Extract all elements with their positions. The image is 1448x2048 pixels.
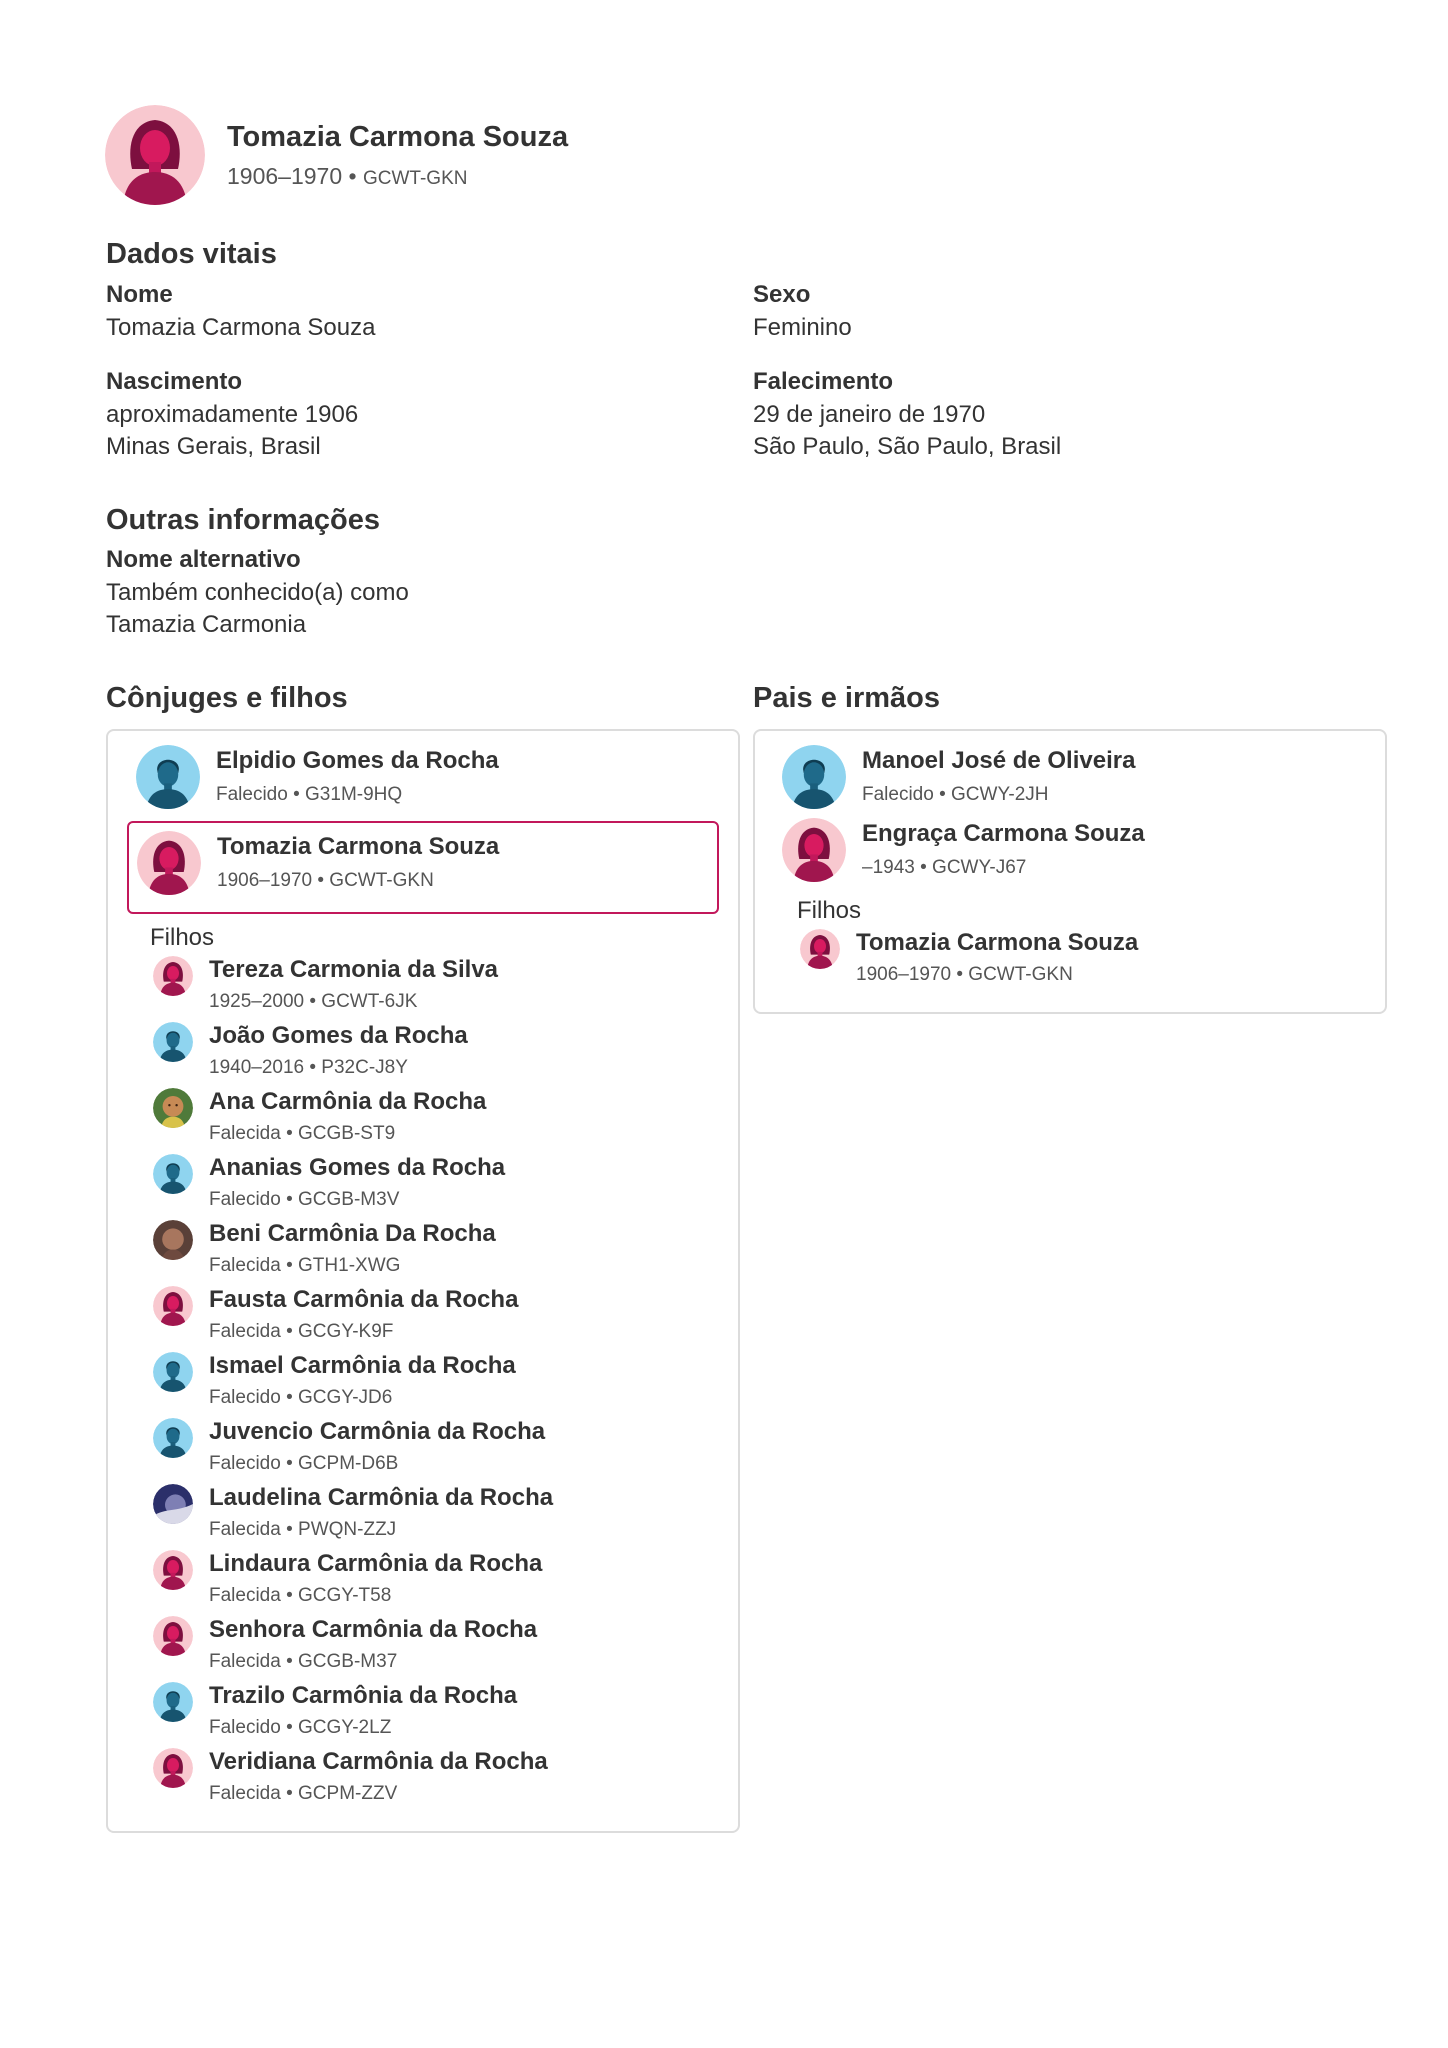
person-id: GCWT-GKN bbox=[362, 167, 468, 189]
photo-avatar-icon bbox=[153, 1088, 193, 1128]
male-avatar-icon bbox=[153, 1682, 193, 1722]
alt-name-line1: Também conhecido(a) como bbox=[106, 578, 409, 606]
header-meta bbox=[227, 163, 568, 191]
sex-field bbox=[753, 281, 852, 344]
child-meta: Falecida • PWQN-ZZJ bbox=[209, 1519, 397, 1540]
child-name[interactable]: Ana Carmônia da Rocha bbox=[209, 1088, 487, 1115]
child-entry[interactable] bbox=[153, 1086, 486, 1148]
name-field bbox=[106, 281, 375, 344]
birth-place: Minas Gerais, Brasil bbox=[106, 432, 321, 460]
mother-name[interactable]: Engraça Carmona Souza bbox=[862, 820, 1145, 847]
alt-name-label: Nome alternativo bbox=[106, 546, 301, 573]
child-meta: Falecido • GCGY-2LZ bbox=[209, 1717, 392, 1738]
female-avatar-icon bbox=[153, 1550, 193, 1590]
child-entry[interactable] bbox=[153, 1416, 545, 1478]
child-entry[interactable] bbox=[153, 1614, 537, 1676]
spouse-meta: Falecido • G31M-9HQ bbox=[216, 784, 403, 805]
death-date: 29 de janeiro de 1970 bbox=[753, 400, 986, 428]
death-label: Falecimento bbox=[753, 368, 894, 395]
children-label: Filhos bbox=[150, 924, 215, 951]
focus-person-name[interactable]: Tomazia Carmona Souza bbox=[217, 833, 500, 860]
person-header bbox=[105, 105, 568, 205]
alt-name-field bbox=[106, 546, 409, 641]
female-avatar-icon bbox=[782, 818, 846, 882]
birth-field bbox=[106, 368, 358, 463]
mother-entry[interactable] bbox=[782, 818, 1145, 882]
child-name[interactable]: Lindaura Carmônia da Rocha bbox=[209, 1550, 543, 1577]
female-avatar-icon bbox=[137, 831, 201, 895]
male-avatar-icon bbox=[782, 745, 846, 809]
separator: • bbox=[348, 162, 357, 189]
child-meta: Falecido • GCGB-M3V bbox=[209, 1189, 400, 1210]
photo-avatar-icon bbox=[153, 1484, 193, 1524]
child-meta: Falecida • GCGB-M37 bbox=[209, 1651, 398, 1672]
child-meta: Falecido • GCGY-JD6 bbox=[209, 1387, 393, 1408]
death-place: São Paulo, São Paulo, Brasil bbox=[753, 432, 1062, 460]
child-name[interactable]: João Gomes da Rocha bbox=[209, 1022, 468, 1049]
child-entry[interactable] bbox=[153, 1020, 468, 1082]
male-avatar-icon bbox=[153, 1154, 193, 1194]
other-info-title: Outras informações bbox=[106, 504, 380, 536]
female-avatar-icon bbox=[153, 956, 193, 996]
child-entry[interactable] bbox=[153, 1218, 496, 1280]
alt-name-line2: Tamazia Carmonia bbox=[106, 610, 307, 638]
child-meta: Falecida • GCGY-T58 bbox=[209, 1585, 392, 1606]
lifespan: 1906–1970 bbox=[227, 162, 343, 189]
male-avatar-icon bbox=[153, 1418, 193, 1458]
child-entry[interactable] bbox=[153, 1746, 548, 1808]
child-name[interactable]: Ismael Carmônia da Rocha bbox=[209, 1352, 516, 1379]
child-name[interactable]: Fausta Carmônia da Rocha bbox=[209, 1286, 519, 1313]
child-meta: Falecido • GCPM-D6B bbox=[209, 1453, 399, 1474]
sex-value: Feminino bbox=[753, 313, 852, 341]
sibling-meta: 1906–1970 • GCWT-GKN bbox=[856, 964, 1073, 985]
birth-date: aproximadamente 1906 bbox=[106, 400, 359, 428]
child-meta: Falecida • GCPM-ZZV bbox=[209, 1783, 398, 1804]
sibling-name[interactable]: Tomazia Carmona Souza bbox=[856, 929, 1139, 956]
focus-person-meta: 1906–1970 • GCWT-GKN bbox=[217, 870, 434, 891]
spouse-name[interactable]: Elpidio Gomes da Rocha bbox=[216, 747, 499, 774]
father-name[interactable]: Manoel José de Oliveira bbox=[862, 747, 1136, 774]
child-entry[interactable] bbox=[153, 1548, 542, 1610]
male-avatar-icon bbox=[153, 1352, 193, 1392]
child-entry[interactable] bbox=[153, 1350, 516, 1412]
father-entry[interactable] bbox=[782, 745, 1135, 809]
child-name[interactable]: Tereza Carmonia da Silva bbox=[209, 956, 499, 983]
child-meta: Falecida • GCGY-K9F bbox=[209, 1321, 394, 1342]
female-avatar-icon bbox=[800, 929, 840, 969]
child-name[interactable]: Beni Carmônia Da Rocha bbox=[209, 1220, 496, 1247]
child-meta: 1940–2016 • P32C-J8Y bbox=[209, 1057, 408, 1078]
female-avatar-icon bbox=[153, 1286, 193, 1326]
spouses-title: Cônjuges e filhos bbox=[106, 682, 348, 714]
sibling-entry[interactable] bbox=[800, 927, 1138, 989]
child-name[interactable]: Juvencio Carmônia da Rocha bbox=[209, 1418, 546, 1445]
focus-person-entry[interactable] bbox=[137, 831, 499, 895]
father-meta: Falecido • GCWY-2JH bbox=[862, 784, 1049, 805]
mother-meta: –1943 • GCWY-J67 bbox=[862, 857, 1027, 878]
sex-label: Sexo bbox=[753, 281, 811, 308]
birth-label: Nascimento bbox=[106, 368, 243, 395]
child-name[interactable]: Veridiana Carmônia da Rocha bbox=[209, 1748, 548, 1775]
male-avatar-icon bbox=[153, 1022, 193, 1062]
child-name[interactable]: Ananias Gomes da Rocha bbox=[209, 1154, 506, 1181]
name-value: Tomazia Carmona Souza bbox=[106, 313, 376, 341]
spouse-entry[interactable] bbox=[136, 745, 499, 809]
child-entry[interactable] bbox=[153, 1680, 517, 1742]
parents-title: Pais e irmãos bbox=[753, 682, 940, 714]
name-label: Nome bbox=[106, 281, 173, 308]
vitals-title: Dados vitais bbox=[106, 238, 277, 270]
photo-avatar-icon bbox=[153, 1220, 193, 1260]
child-name[interactable]: Laudelina Carmônia da Rocha bbox=[209, 1484, 554, 1511]
female-avatar-icon bbox=[153, 1616, 193, 1656]
child-name[interactable]: Trazilo Carmônia da Rocha bbox=[209, 1682, 518, 1709]
child-meta: Falecida • GTH1-XWG bbox=[209, 1255, 401, 1276]
parents-children-label: Filhos bbox=[797, 897, 862, 924]
child-entry[interactable] bbox=[153, 1152, 505, 1214]
female-avatar-icon bbox=[153, 1748, 193, 1788]
child-meta: 1925–2000 • GCWT-6JK bbox=[209, 991, 418, 1012]
child-meta: Falecida • GCGB-ST9 bbox=[209, 1123, 396, 1144]
death-field bbox=[753, 368, 1061, 463]
child-entry[interactable] bbox=[153, 954, 498, 1016]
male-avatar-icon bbox=[136, 745, 200, 809]
child-name[interactable]: Senhora Carmônia da Rocha bbox=[209, 1616, 538, 1643]
child-entry[interactable] bbox=[153, 1482, 553, 1544]
page-title: Tomazia Carmona Souza bbox=[227, 120, 569, 153]
female-avatar-icon bbox=[105, 105, 205, 205]
child-entry[interactable] bbox=[153, 1284, 518, 1346]
